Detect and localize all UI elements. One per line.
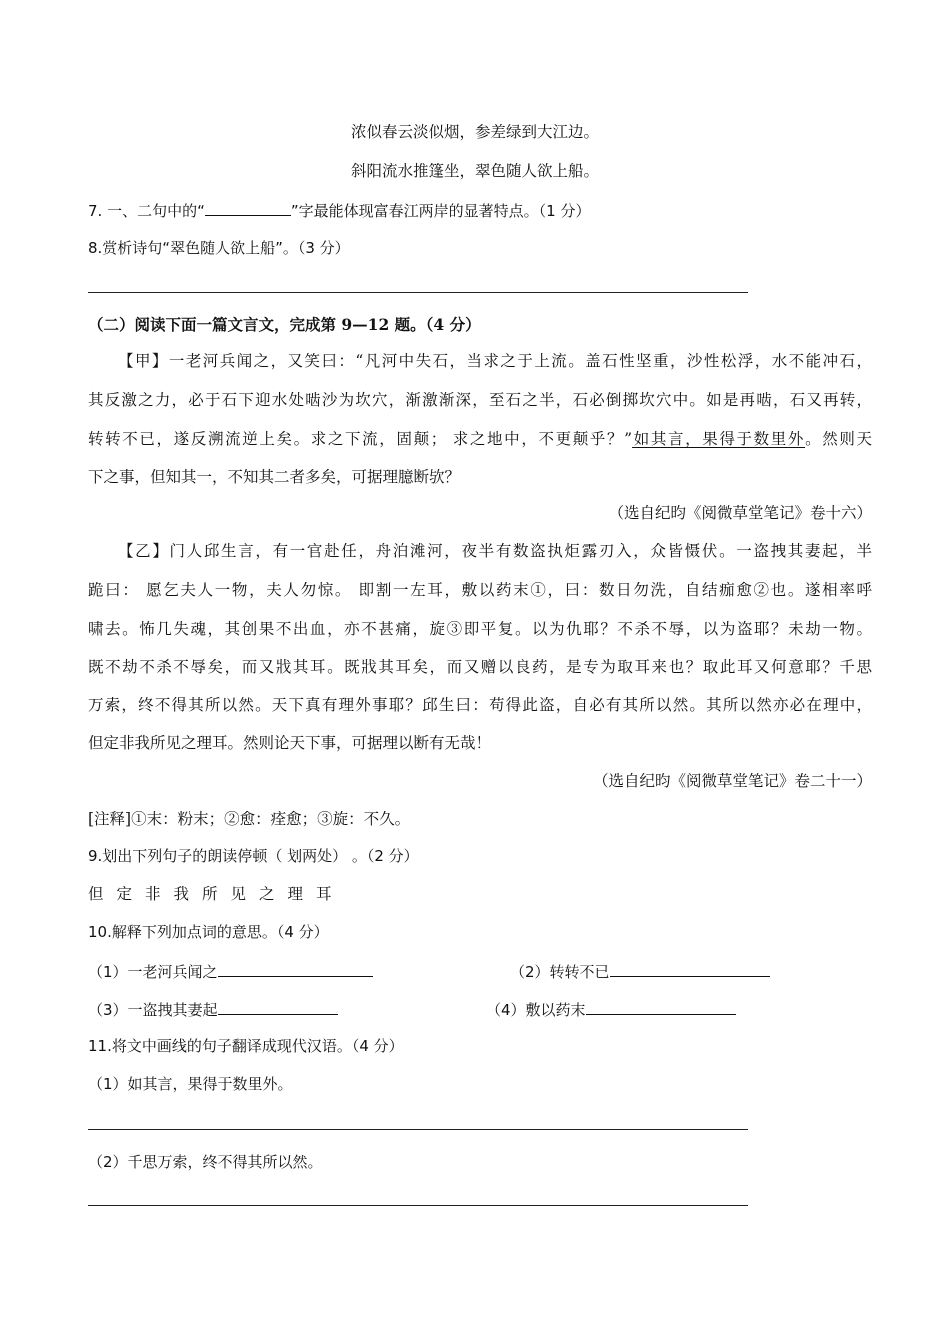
poem-line-2: 斜阳流水推篷坐，翠色随人欲上船。 xyxy=(350,162,599,180)
question-11-item-2-answer-line[interactable] xyxy=(88,1205,748,1206)
question-11-item-2: （2）千思万索，终不得其所以然。 xyxy=(88,1153,323,1171)
question-7-blank[interactable] xyxy=(205,198,291,216)
passage-yi-line-1: 【乙】门人邱生言，有一官赴任，舟泊滩河，夜半有数盗执炬露刃入，众皆慑伏。一盗拽其妻起，半 xyxy=(118,542,872,560)
passage-jia-line-1: 【甲】一老河兵闻之，又笑曰：“凡河中失石，当求之于上流。盖石性坚重，沙性松浮，水不能冲石， xyxy=(118,352,872,370)
passage-yi-line-2: 跪曰： 愿乞夫人一物，夫人勿惊。 即割一左耳，敷以药末①，曰：数日勿洗，自结痂愈②也。遂相率呼 xyxy=(88,581,872,599)
question-7-suffix: ”字最能体现富春江两岸的显著特点。（1 分） xyxy=(290,202,591,220)
passage-jia-source: （选自纪昀《阅微草堂笔记》卷十六） xyxy=(608,504,872,522)
poem-line-1: 浓似春云淡似烟，参差绿到大江边。 xyxy=(350,123,599,141)
question-10-item-1-label: （1）一老河兵闻之 xyxy=(88,963,218,981)
question-9-sentence[interactable]: 但定非我所见之理耳 xyxy=(88,885,345,903)
passage-jia-line-3-start: 转转不已，遂反溯流逆上矣。求之下流，固颠； 求之地中，不更颠乎？” xyxy=(88,430,633,448)
question-10-item-2-label: （2）转转不已 xyxy=(510,963,610,981)
passage-yi-line-5: 万索，终不得其所以然。天下真有理外事耶？邱生曰：苟得此盗，自必有其所以然。其所以然亦必在理中， xyxy=(88,696,872,714)
question-10-item-2-blank[interactable] xyxy=(610,959,770,977)
question-11-item-1: （1）如其言，果得于数里外。 xyxy=(88,1075,293,1093)
underlined-sentence-1: 如其言，果得于数里外 xyxy=(632,430,806,448)
question-10-item-4-label: （4）敷以药末 xyxy=(486,1001,586,1019)
question-10-item-1-blank[interactable] xyxy=(218,959,373,977)
question-10-item-3-label: （3）一盗拽其妻起 xyxy=(88,1001,218,1019)
question-10-item-4-blank[interactable] xyxy=(586,997,736,1015)
passage-jia-line-4: 下之事，但知其一，不知其二者多矣，可据理臆断欤？ xyxy=(88,468,461,486)
question-10-item-3 xyxy=(88,997,338,1021)
question-10-item-1 xyxy=(88,959,373,983)
question-8-answer-line[interactable] xyxy=(88,292,748,293)
question-10: 10.解释下列加点词的意思。（4 分） xyxy=(88,923,329,941)
question-9: 9.划出下列句子的朗读停顿（ 划两处） 。（2 分） xyxy=(88,847,419,865)
passage-jia-line-3-end: 。然则天 xyxy=(805,430,872,448)
passage-yi-line-3: 啸去。怖几失魂，其创果不出血，亦不甚痛，旋③即平复。以为仇耶？不杀不辱，以为盗耶？未劫一物。 xyxy=(88,620,872,638)
question-11: 11.将文中画线的句子翻译成现代汉语。（4 分） xyxy=(88,1037,404,1055)
question-10-item-4 xyxy=(486,997,736,1021)
passage-jia-line-3 xyxy=(88,428,872,450)
passage-yi-line-6: 但定非我所见之理耳。然则论天下事，可据理以断有无哉！ xyxy=(88,734,492,752)
question-8: 8.赏析诗句“翠色随人欲上船”。（3 分） xyxy=(88,239,350,257)
question-10-item-3-blank[interactable] xyxy=(218,997,338,1015)
question-10-item-2 xyxy=(510,959,770,983)
passage-yi-line-4: 既不劫不杀不辱矣，而又戕其耳。既戕其耳矣，而又赠以良药，是专为取耳来也？取此耳又何意耶？千思 xyxy=(88,658,872,676)
passage-yi-source: （选自纪昀《阅微草堂笔记》卷二十一） xyxy=(592,772,872,790)
question-7 xyxy=(88,198,590,222)
passage-jia-line-2: 其反激之力，必于石下迎水处啮沙为坎穴，渐激渐深，至石之半，石必倒掷坎穴中。如是再啮，石又再转， xyxy=(88,391,872,409)
question-7-prefix: 7. 一、二句中的“ xyxy=(88,202,205,220)
question-11-item-1-answer-line[interactable] xyxy=(88,1129,748,1130)
section-2-heading: （二）阅读下面一篇文言文，完成第 9—12 题。（4 分） xyxy=(88,315,481,334)
annotations: [注释]①末：粉末；②愈：痊愈；③旋：不久。 xyxy=(88,810,411,828)
